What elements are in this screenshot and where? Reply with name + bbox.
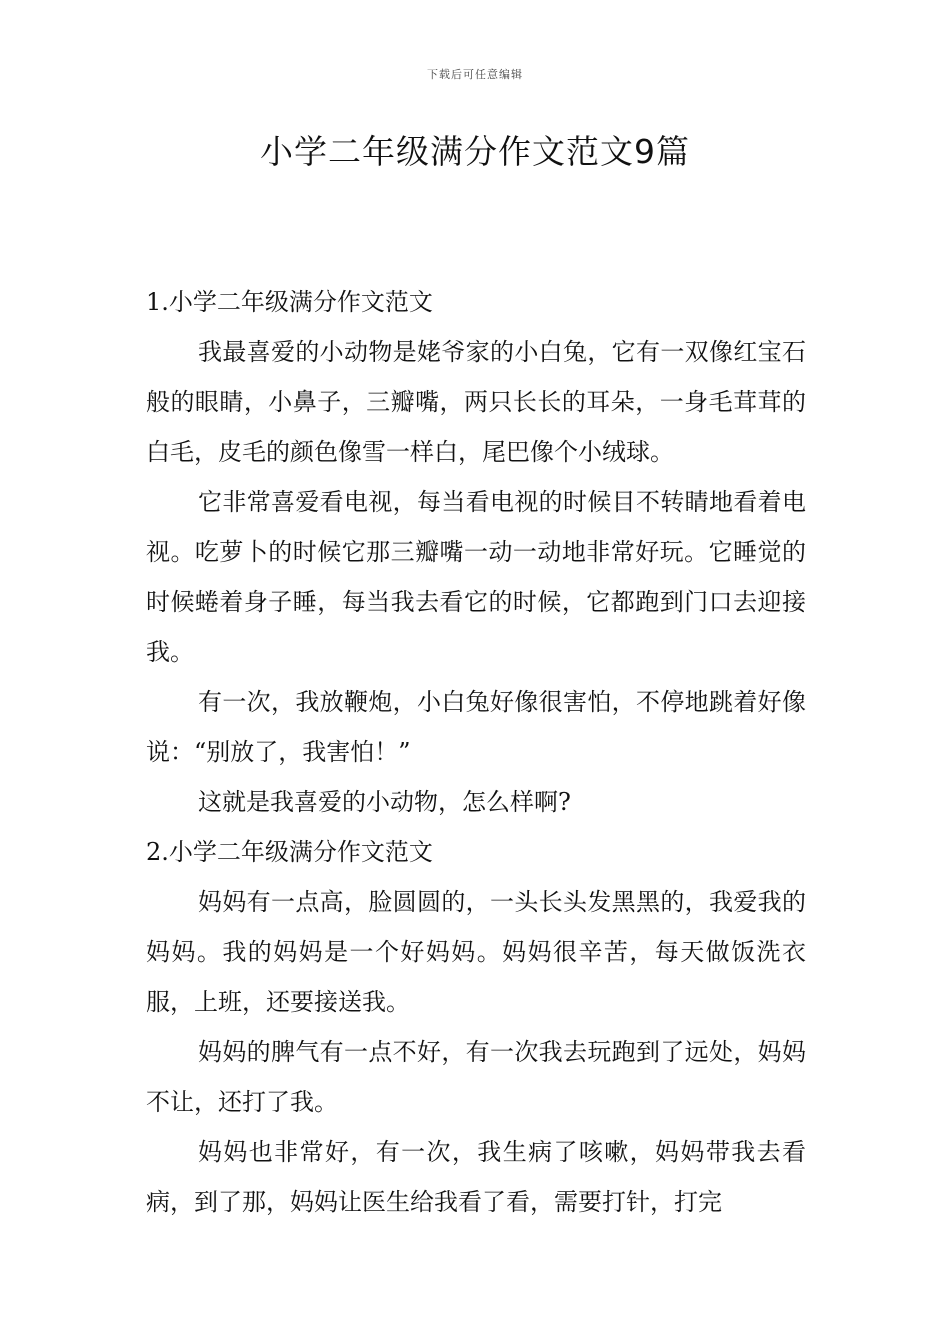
paragraph: 有一次，我放鞭炮，小白兔好像很害怕，不停地跳着好像说：“别放了，我害怕！”	[146, 688, 806, 766]
section-heading: 1.小学二年级满分作文范文	[146, 288, 433, 316]
document-body	[146, 277, 806, 1227]
paragraph: 妈妈有一点高，脸圆圆的，一头长头发黑黑的，我爱我的妈妈。我的妈妈是一个好妈妈。妈妈很辛苦，每天做饭洗衣服，上班，还要接送我。	[146, 888, 806, 1016]
paragraph: 它非常喜爱看电视，每当看电视的时候目不转睛地看着电视。吃萝卜的时候它那三瓣嘴一动一动地非常好玩。它睡觉的时候蜷着身子睡，每当我去看它的时候，它都跑到门口去迎接我。	[146, 488, 806, 666]
paragraph: 我最喜爱的小动物是姥爷家的小白兔，它有一双像红宝石般的眼睛，小鼻子，三瓣嘴，两只长长的耳朵，一身毛茸茸的白毛，皮毛的颜色像雪一样白，尾巴像个小绒球。	[146, 338, 806, 466]
section-heading: 2.小学二年级满分作文范文	[146, 838, 433, 866]
document-title: 小学二年级满分作文范文9篇	[260, 132, 690, 171]
page-header-note: 下载后可任意编辑	[427, 68, 523, 81]
paragraph: 妈妈也非常好，有一次，我生病了咳嗽，妈妈带我去看病，到了那，妈妈让医生给我看了看，需要打针，打完	[146, 1138, 806, 1216]
paragraph: 这就是我喜爱的小动物，怎么样啊?	[198, 788, 571, 816]
paragraph: 妈妈的脾气有一点不好，有一次我去玩跑到了远处，妈妈不让，还打了我。	[146, 1038, 806, 1116]
